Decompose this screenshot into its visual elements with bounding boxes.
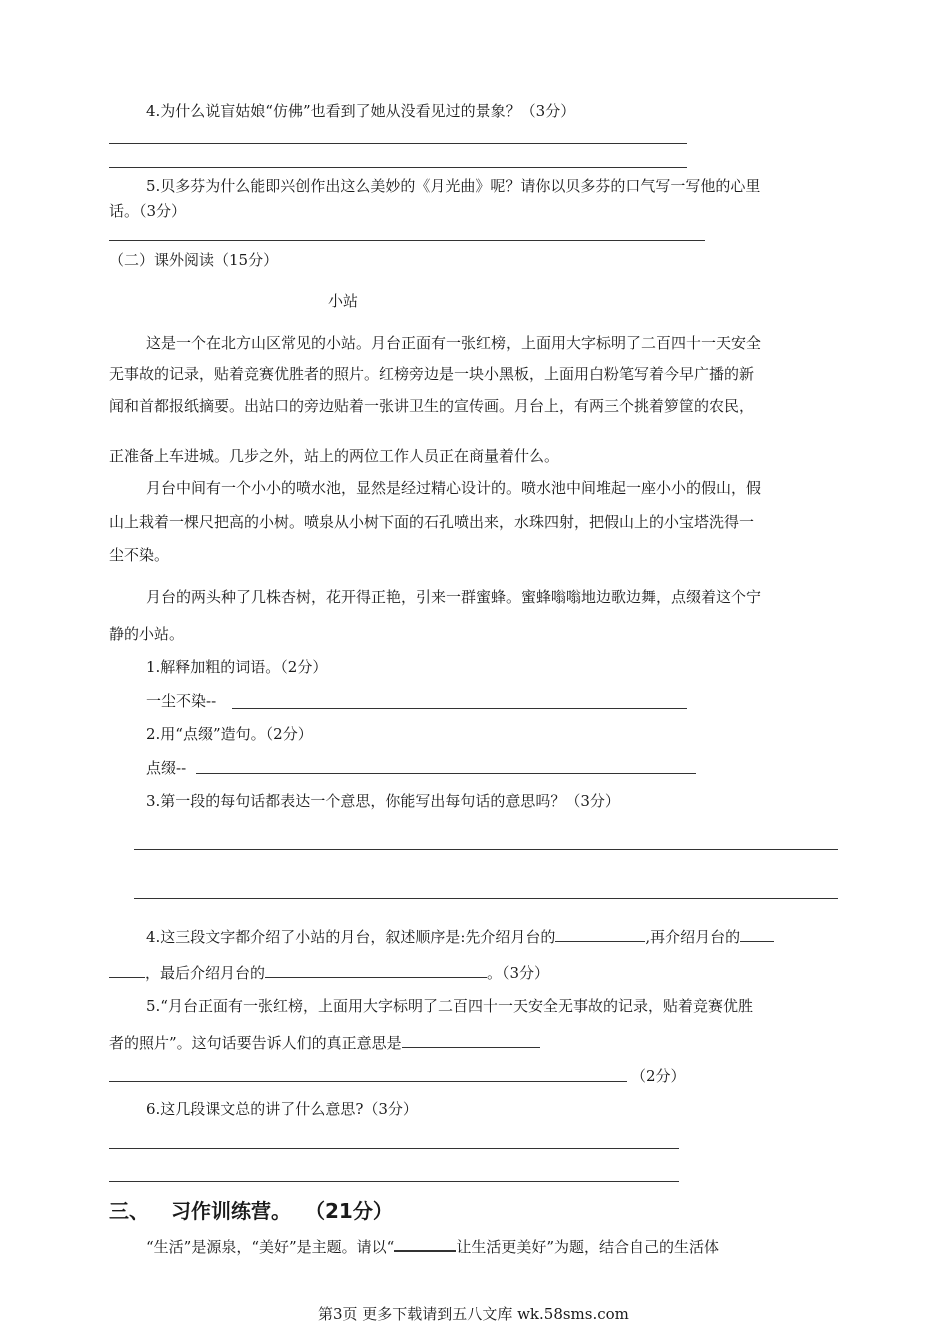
section-heading: （二）课外阅读（15分） [109, 251, 279, 269]
answer-line [109, 143, 687, 144]
passage-line: 闻和首都报纸摘要。出站口的旁边贴着一张讲卫生的宣传画。月台上，有两三个挑着箩筐的农民， [109, 397, 755, 415]
section-3-heading [109, 1195, 393, 1224]
answer-line [232, 708, 687, 709]
question-5-text-cont: 者的照片”。这句话要告诉人们的真正意思是 [109, 1034, 402, 1052]
answer-line [109, 1181, 679, 1182]
section-3-points: （21分） [305, 1199, 393, 1223]
question-5-line2 [109, 1031, 540, 1053]
blank [394, 1234, 456, 1252]
question-5-points: （2分） [631, 1067, 686, 1085]
passage-line: 正准备上车进城。几步之外，站上的两位工作人员正在商量着什么。 [109, 447, 560, 465]
passage-line: 月台中间有一个小小的喷水池，显然是经过精心设计的。喷水池中间堆起一座小小的假山，假 [146, 479, 762, 497]
passage-line: 月台的两头种了几株杏树，花开得正艳，引来一群蜜蜂。蜜蜂嗡嗡地边歌边舞，点缀着这个宁 [146, 588, 762, 606]
question-4-text-b: ,再介绍月台的 [645, 928, 741, 946]
writing-prompt-a: “生活”是源泉，“美好”是主题。请以“ [146, 1238, 395, 1256]
passage-line: 尘不染。 [109, 546, 170, 564]
page-footer: 第3页 更多下载请到五八文库 wk.58sms.com [318, 1305, 629, 1323]
question-5-text: 5.“月台正面有一张红榜，上面用大字标明了二百四十一天安全无事故的记录，贴着竞赛优胜 [146, 997, 753, 1015]
question-5-text: 5.贝多芬为什么能即兴创作出这么美妙的《月光曲》呢？请你以贝多芬的口气写一写他的心里 [146, 177, 761, 195]
blank [402, 1031, 540, 1048]
question-1-item: 一尘不染-- [146, 692, 217, 710]
answer-line [109, 167, 687, 168]
question-4-text-d: 。（3分） [487, 964, 550, 982]
question-4-text-c: ，最后介绍月台的 [145, 964, 266, 982]
answer-line [134, 849, 838, 850]
question-6-text: 6.这几段课文总的讲了什么意思?（3分） [146, 1100, 418, 1118]
question-3-text: 3.第一段的每句话都表达一个意思，你能写出每句话的意思吗？（3分） [146, 792, 620, 810]
question-4-line1 [146, 925, 774, 947]
passage-title: 小站 [328, 292, 359, 310]
blank [740, 925, 774, 942]
question-2-item: 点缀-- [146, 759, 187, 777]
section-3-title: 习作训练营。 [171, 1199, 291, 1223]
passage-line: 静的小站。 [109, 625, 185, 643]
answer-line [196, 773, 696, 774]
blank [265, 961, 487, 978]
blank [555, 925, 645, 942]
passage-line: 无事故的记录，贴着竞赛优胜者的照片。红榜旁边是一块小黑板，上面用白粉笔写着今早广播的新 [109, 365, 755, 383]
question-4-text-a: 4.这三段文字都介绍了小站的月台，叙述顺序是:先介绍月台的 [146, 928, 556, 946]
answer-line [134, 898, 838, 899]
section-3-number: 三、 [109, 1199, 149, 1223]
answer-line [109, 1081, 627, 1082]
passage-line: 山上栽着一棵尺把高的小树。喷泉从小树下面的石孔喷出来，水珠四射，把假山上的小宝塔洗得一 [109, 513, 755, 531]
question-1-text: 1.解释加粗的词语。（2分） [146, 658, 328, 676]
question-2-text: 2.用“点缀”造句。（2分） [146, 725, 313, 743]
answer-line [109, 1148, 679, 1149]
writing-prompt [146, 1234, 719, 1257]
blank [109, 961, 145, 978]
question-4-line2 [109, 961, 549, 983]
question-4-text: 4.为什么说盲姑娘“仿佛”也看到了她从没看见过的景象？（3分） [146, 102, 576, 120]
answer-line [109, 240, 705, 241]
passage-line: 这是一个在北方山区常见的小站。月台正面有一张红榜，上面用大字标明了二百四十一天安全 [146, 334, 762, 352]
question-5-text-cont: 话。（3分） [109, 202, 187, 220]
writing-prompt-b: 让生活更美好”为题，结合自己的生活体 [456, 1238, 720, 1256]
